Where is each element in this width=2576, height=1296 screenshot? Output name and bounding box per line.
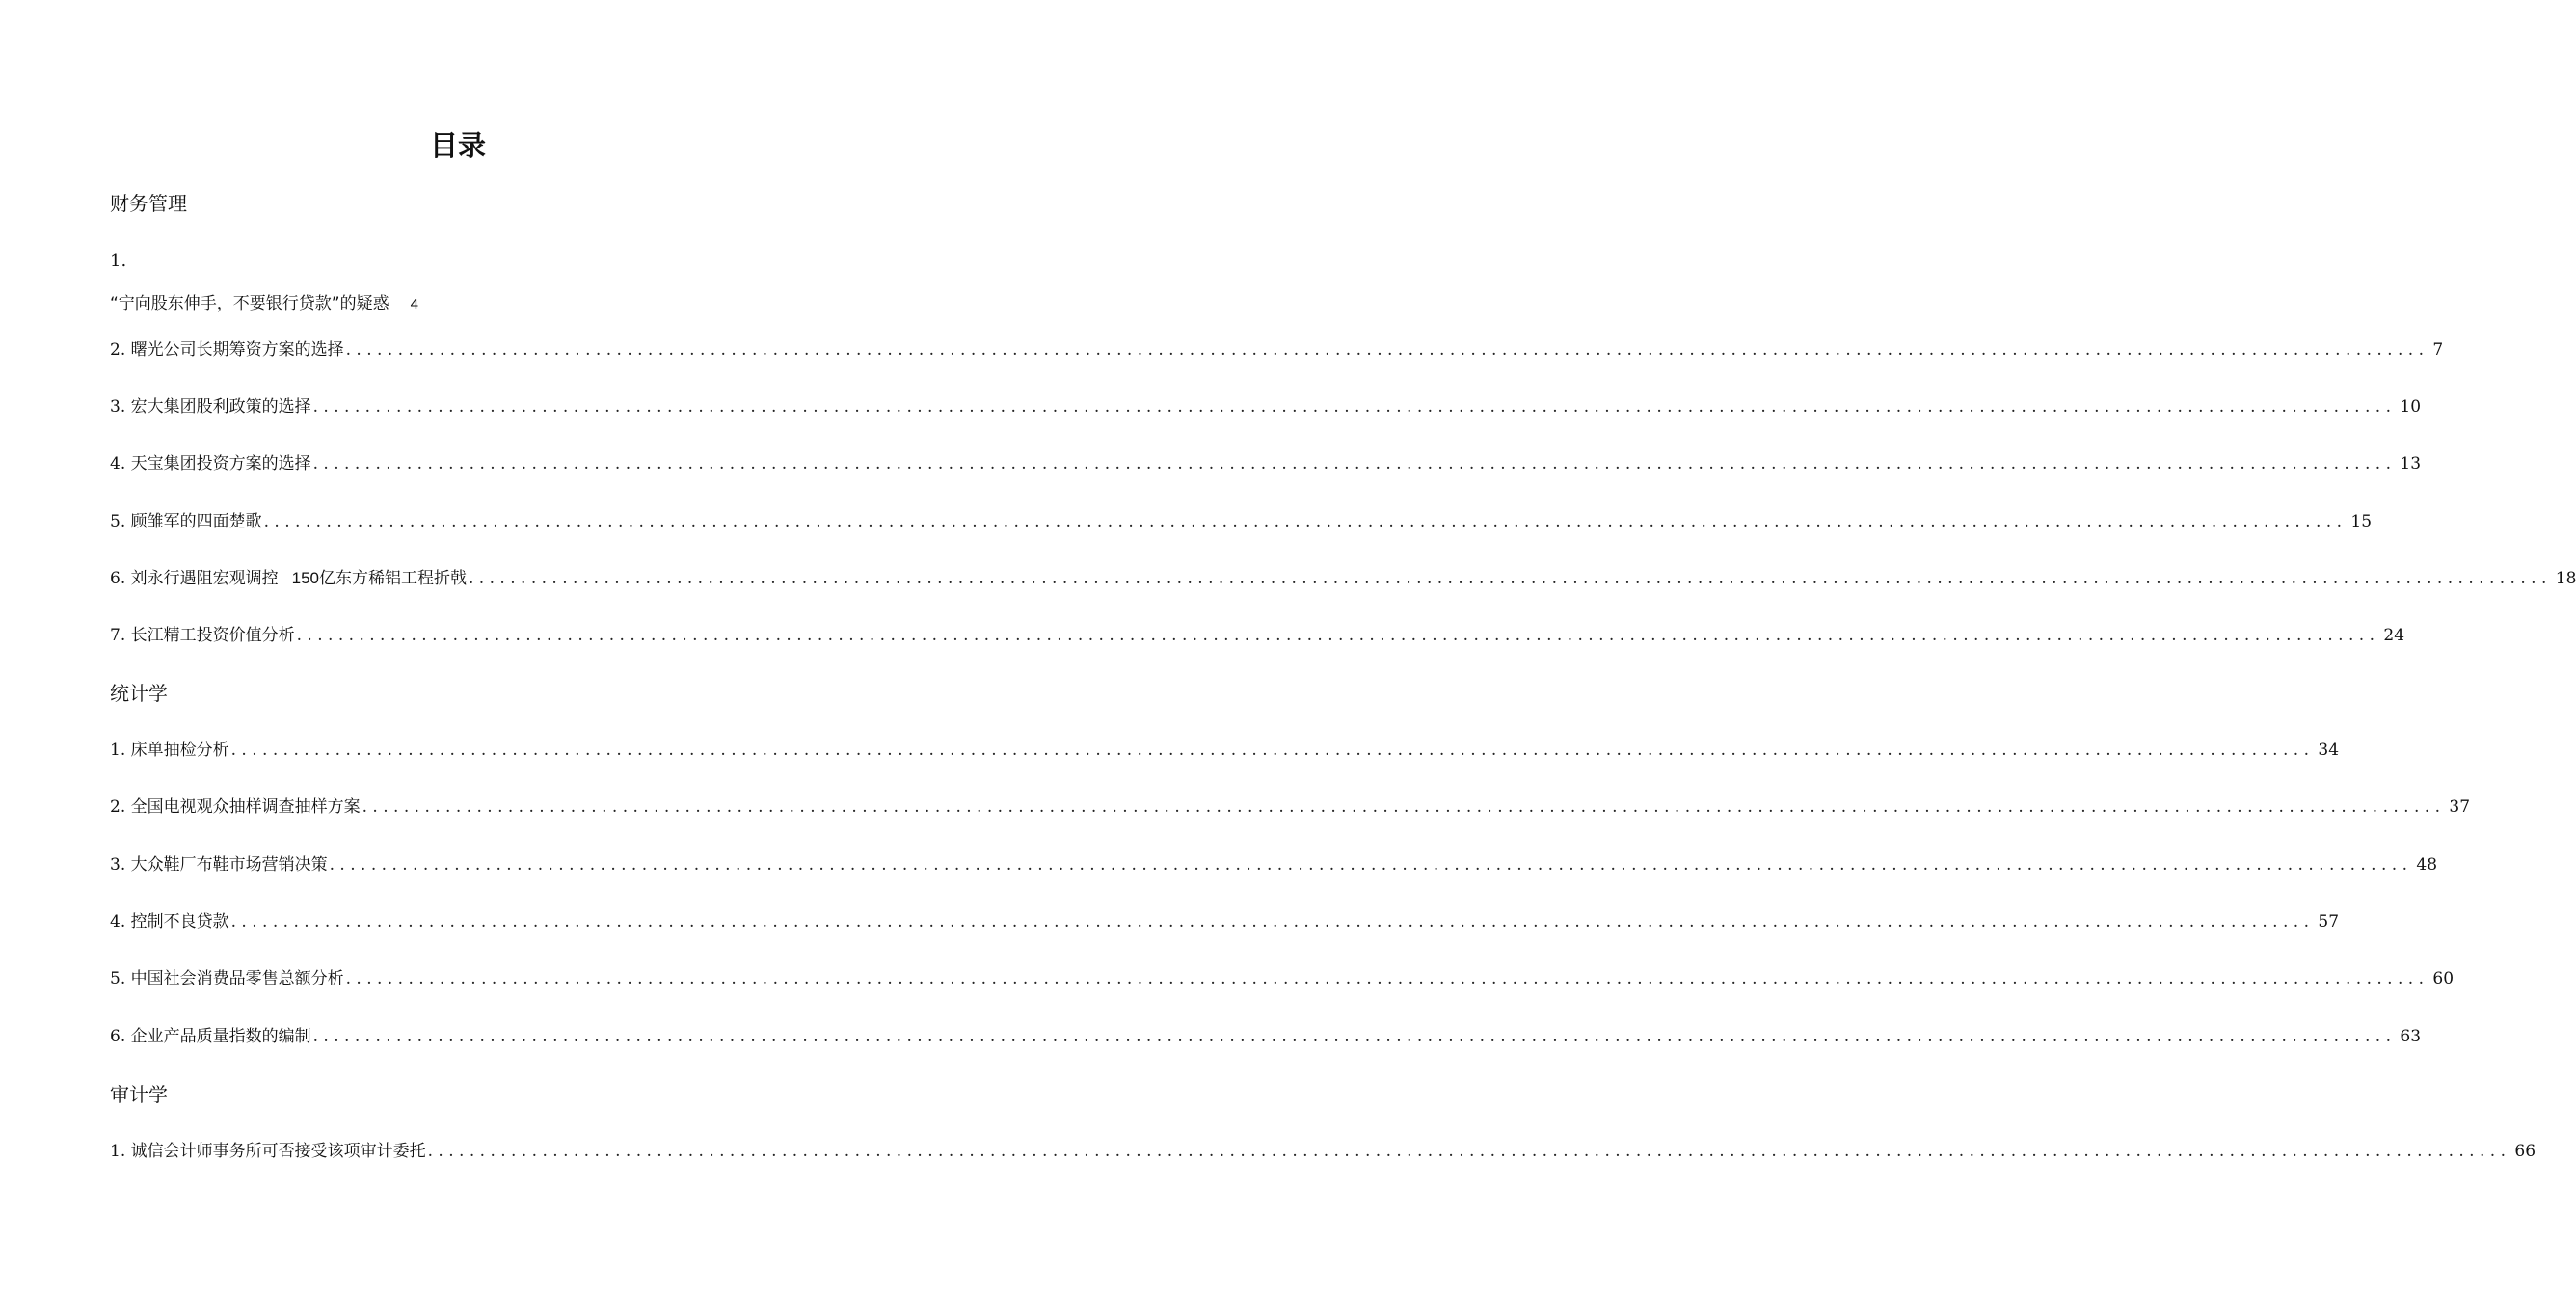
dot-leader: ........................................................................................................................................................................................................ (296, 626, 2380, 645)
toc-entry-title: “宁向股东伸手，不要银行贷款”的疑惑 (110, 294, 389, 313)
toc-entry-title: 1. 床单抽检分析 (110, 741, 229, 760)
dot-leader: ........................................................................................................................................................................................................ (362, 797, 2446, 817)
toc-entry-title: 5. 中国社会消费品零售总额分析 (110, 969, 344, 988)
dot-leader: ........................................................................................................................................................................................................ (312, 454, 2397, 473)
toc-entry-stats-3[interactable] (110, 852, 2438, 878)
toc-entry-title-number: 150 (291, 569, 319, 587)
toc-entry-finance-4[interactable] (110, 451, 2422, 476)
section-heading-statistics: 统计学 (110, 682, 168, 705)
toc-entry-page: 18 (2555, 569, 2576, 588)
dot-leader: ........................................................................................................................................................................................................ (230, 741, 2315, 760)
toc-entry-stats-4[interactable] (110, 909, 2340, 934)
toc-entry-title: 2. 全国电视观众抽样调查抽样方案 (110, 797, 361, 817)
toc-entry-audit-1[interactable] (110, 1139, 2536, 1164)
toc-entry-title: 2. 曙光公司长期筹资方案的选择 (110, 340, 344, 360)
toc-entry-page: 63 (2400, 1027, 2422, 1046)
toc-entry-title: 1. 诚信会计师事务所可否接受该项审计委托 (110, 1142, 426, 1161)
dot-leader: ........................................................................................................................................................................................................ (312, 397, 2397, 417)
section-heading-finance: 财务管理 (110, 192, 187, 215)
toc-entry-title: 5. 顾雏军的四面楚歌 (110, 512, 262, 531)
toc-entry-page: 24 (2383, 626, 2405, 645)
toc-entry-stats-5[interactable] (110, 966, 2455, 991)
toc-title: 目录 (429, 129, 486, 162)
dot-leader: ........................................................................................................................................................................................................ (427, 1142, 2511, 1161)
toc-entry-number: 1. (110, 251, 127, 271)
toc-entry-finance-7[interactable] (110, 623, 2405, 648)
toc-entry-page: 13 (2400, 454, 2422, 473)
toc-entry-title-part: 6. 刘永行遇阻宏观调控 (110, 569, 279, 588)
section-heading-audit: 审计学 (110, 1083, 168, 1106)
toc-entry-title: 4. 天宝集团投资方案的选择 (110, 454, 311, 473)
toc-entry-page: 66 (2514, 1142, 2536, 1161)
toc-entry-finance-6[interactable] (110, 566, 2576, 591)
toc-entry-finance-2[interactable] (110, 338, 2444, 363)
toc-entry-stats-1[interactable] (110, 738, 2340, 763)
dot-leader: ........................................................................................................................................................................................................ (345, 969, 2429, 988)
toc-entry-finance-1[interactable] (110, 291, 418, 317)
toc-entry-title: 3. 大众鞋厂布鞋市场营销决策 (110, 855, 328, 875)
toc-entry-title: 7. 长江精工投资价值分析 (110, 626, 295, 645)
toc-entry-title (110, 566, 467, 591)
dot-leader: ........................................................................................................................................................................................................ (329, 855, 2413, 875)
toc-entry-stats-6[interactable] (110, 1024, 2422, 1049)
dot-leader: ........................................................................................................................................................................................................ (230, 912, 2315, 932)
toc-entry-page: 48 (2416, 855, 2438, 875)
toc-entry-page: 4 (410, 296, 418, 312)
dot-leader: ........................................................................................................................................................................................................ (345, 340, 2429, 360)
toc-entry-page: 60 (2432, 969, 2455, 988)
toc-entry-title: 4. 控制不良贷款 (110, 912, 229, 932)
toc-entry-page: 37 (2449, 797, 2471, 817)
toc-entry-stats-2[interactable] (110, 795, 2471, 820)
toc-entry-page: 10 (2400, 397, 2422, 417)
toc-entry-page: 57 (2318, 912, 2340, 932)
toc-entry-title: 6. 企业产品质量指数的编制 (110, 1027, 311, 1046)
dot-leader: ........................................................................................................................................................................................................ (469, 569, 2552, 588)
toc-entry-page: 7 (2432, 340, 2444, 360)
toc-entry-title-part: 亿东方稀铝工程折戟 (319, 569, 467, 588)
toc-entry-finance-5[interactable] (110, 509, 2373, 534)
toc-entry-title: 3. 宏大集团股利政策的选择 (110, 397, 311, 417)
toc-entry-page: 15 (2350, 512, 2373, 531)
toc-entry-page: 34 (2318, 741, 2340, 760)
toc-entry-finance-3[interactable] (110, 394, 2422, 419)
dot-leader: ........................................................................................................................................................................................................ (312, 1027, 2397, 1046)
dot-leader: ........................................................................................................................................................................................................ (263, 512, 2348, 531)
